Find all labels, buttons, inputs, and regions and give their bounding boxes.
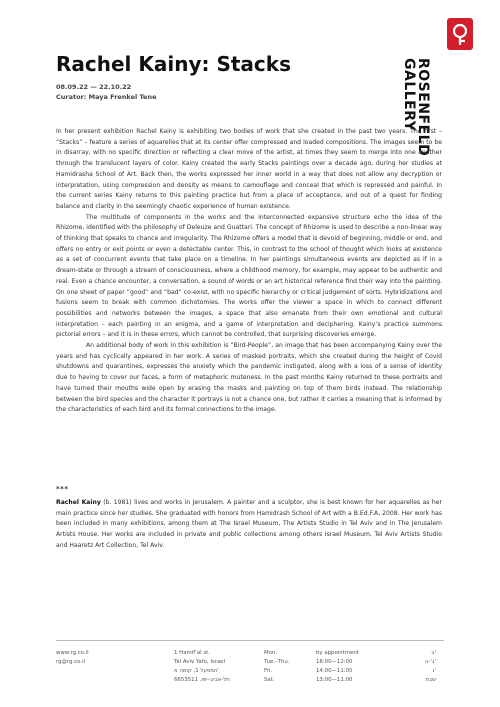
hours-time: 14:00—11:00 [316,668,353,674]
artist-bio-text: (b. 1981) lives and works in Jerusalem. A painter and a sculptor, she is best known for her aquarelles as her main practice since her studies. She graduated with honors from Hamidrash School of Art with a B.Ed.F.A, 2008. Her work has been included in many exhibitions, among them at The Israel Museum, The Artists Studio in Tel Aviv and in The Jerusalem Artists House. Her works are included in private and public collections among others Israel Museum, Tel Aviv Artists Studio and Haaretz Art Collection, Tel Aviv. [56,499,442,549]
website-link[interactable]: www.rg.co.il [56,650,89,656]
hours-time: 18:00—12:00 [316,659,353,665]
hours-day-hebrew: ג'–ה' [424,659,436,665]
exhibition-text [56,127,442,416]
email-link[interactable]: rg@rg.co.il [56,659,86,665]
hours-day-hebrew: ו' [433,668,436,674]
hours-day-hebrew: שבת [425,677,436,683]
artist-name: Rachel Kainy [56,499,101,506]
hours-row [264,658,436,667]
hours-day: Tue.–Thu. [264,659,290,665]
hours-day: Mon. [264,650,278,656]
footer-contact [56,649,89,667]
exhibition-title: Rachel Kainy: Stacks [56,52,291,76]
hours-row [264,676,436,685]
artist-bio [56,498,442,552]
hours-time: by appointment [316,650,359,656]
hours-day: Fri. [264,668,273,674]
gallery-name-line1: ROSENFELD [415,58,431,157]
curator-credit: Curator: Maya Frenkel Tene [56,93,157,101]
paragraph-bird-people: An additional body of work in this exhibition is “Bird-People”, an image that has been accompanying Kainy over the years and has cyclically appeared in her work. A series of masked portraits, which she created during the height of Covid shutdowns and quarantines, expresses the anxiety which the pandemic instigated, along with a loss of a sense of identity due to having to cover our faces, a form of metaphoric muteness. In the past months Kainy returned to these portraits and have turned their mouths wide open by erasing the masks and painting on top of them birds instead. The relationship between the bird species and the character it portrays is not a chance one, but rather it carries a meaning that is informed by the characteristics of each bird and its formal connections to the image. [56,342,442,414]
exhibition-dates: 08.09.22 — 22.10.22 [56,83,132,91]
gallery-name-line2: GALLERY [401,58,417,132]
section-separator: *** [56,485,69,493]
address-line-hebrew: תל-אביב–יפו, 6653511 [174,677,230,683]
hours-day-hebrew: ב' [431,650,436,656]
hours-time: 13:00—11:00 [316,677,353,683]
paragraph-rhizome: The multitude of components in the works and the interconnected expansive structure echo the idea of the Rhizome, identified with the philosophy of Deleuze and Guattari. The concept of Rhizome is used to describe a non-linear way of thinking that speaks to chance and irregularity. The Rhizome offers a model that is devoid of beginning, middle or end, and offers no entry or exit points or even a detectable center. This, in contrast to the school of thought which looks at existence as a set of concurrent events that take place on a timeline. In her paintings simultaneous events are depicted as if in a dream-state or through a stream of consciousness, where a childhood memory, for example, may appear to be authentic and real. Even a chance encounter, a conversation, a sound of words or an art historical reference find their way into the painting. On one sheet of paper “good” and “bad” co-exist, with no specific hierarchy or critical judgement of sorts. Hybridizations and fusions seem to break with common dichotomies. The works offer the viewer a space in which to connect different possibilities and networks between the images, a space that also emanate from their own emotional and cultural interpretation – each painting in an enigma, and a game of interpretation and deciphering. Kainy’s practice summons pictorial errors – and it is in these errors, which cannot be controlled, that surprising discoveries emerge. [56,213,442,339]
footer-address [174,649,230,685]
rg-logo-glyph [447,18,473,50]
footer-opening-hours [264,649,436,685]
address-line: 1 Hamif’al st. [174,650,211,656]
hours-row [264,667,436,676]
address-line: Tel Aviv Yafo, Israel [174,659,226,665]
footer-divider [56,640,444,641]
paragraph-stacks: In her present exhibition Rachel Kainy is exhibiting two bodies of work that she created in the past two years. The first – “Stacks” – feature a series of aquarelles that at its center offer compressed and loaded compositions. The images seem to be in disarray, with no specific direction or reflecting a clear move of the artist, at times they seem to merge into one another through the translucent layers of color. Kainy created the early Stacks paintings over a decade ago, during her studies at Hamidrasha School of Art. Back then, the works expressed her inner world in a way that does not allow any decryption or interpretation, using compression and density as means to camouflage and conceal that which is repressed and painful. In the current series Kainy returns to this painting practice but from a place of acceptance, and out of a quest for finding balance and clarity in the seemingly chaotic experience of human existence. [56,128,442,210]
hours-day: Sat. [264,677,275,683]
hours-row [264,649,436,658]
address-line-hebrew: המפעל 1, קומה א' [174,668,219,674]
rg-logo-icon [447,18,473,50]
